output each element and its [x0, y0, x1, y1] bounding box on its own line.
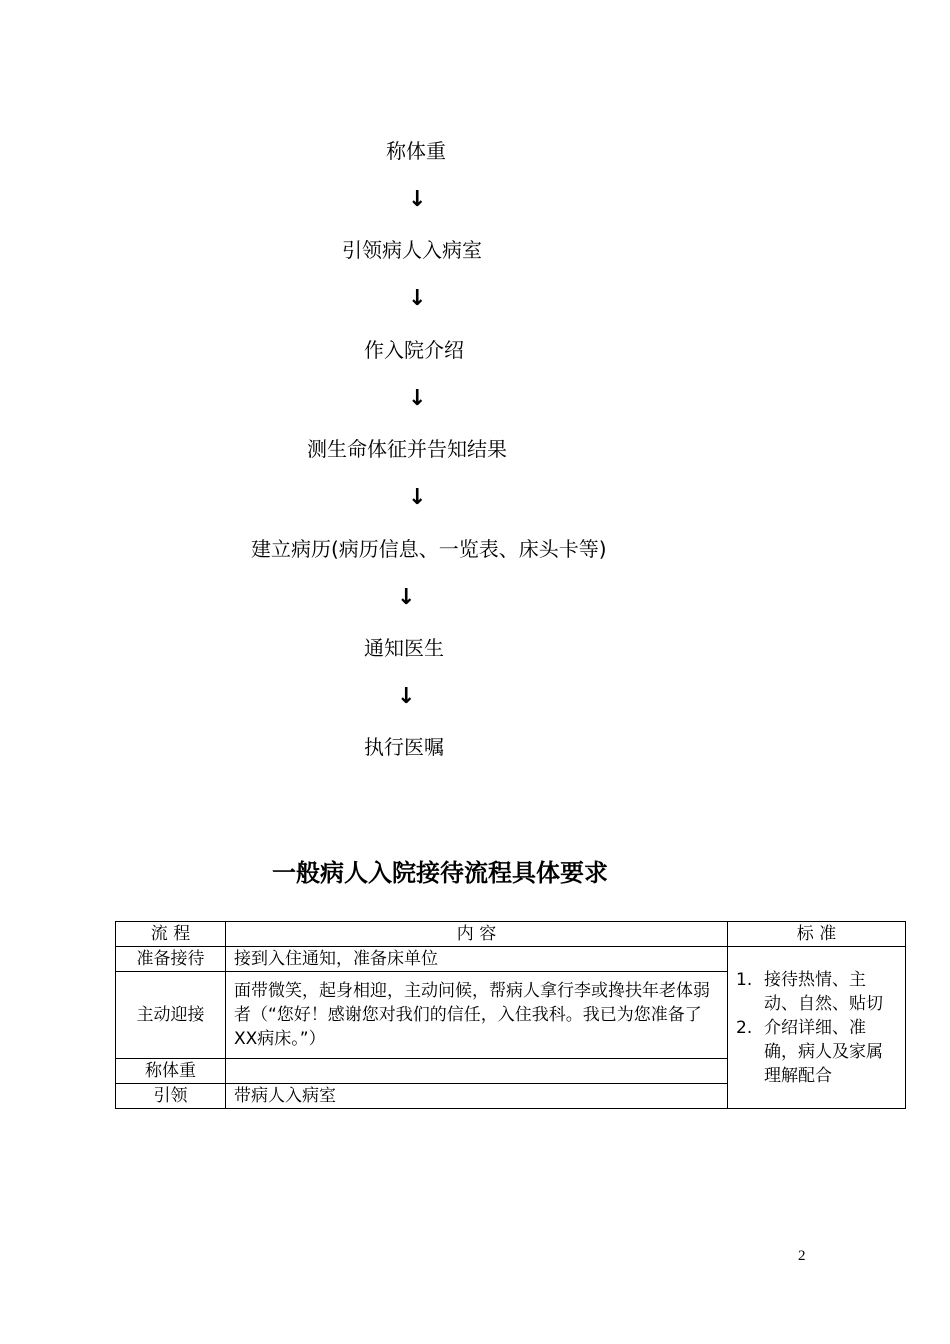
content-cell: 接到入住通知，准备床单位 — [226, 947, 728, 972]
flow-step-vital-signs: 测生命体征并告知结果 — [307, 437, 507, 461]
requirements-table — [115, 921, 906, 1109]
flow-arrow: ↓ — [408, 485, 427, 510]
section-title: 一般病人入院接待流程具体要求 — [272, 859, 608, 887]
flow-step-admission-intro: 作入院介绍 — [364, 338, 464, 362]
header-content: 内 容 — [226, 922, 728, 947]
flow-arrow: ↓ — [397, 684, 416, 709]
flow-arrow: ↓ — [397, 585, 416, 610]
standard-number: 1. — [736, 969, 753, 990]
table-row — [116, 947, 906, 972]
process-cell: 主动迎接 — [116, 972, 226, 1059]
flow-arrow: ↓ — [408, 386, 427, 411]
header-standard: 标 准 — [728, 922, 906, 947]
flow-step-execute-orders: 执行医嘱 — [364, 735, 444, 759]
standard-text: 接待热情、主动、自然、贴切 — [764, 969, 883, 1014]
process-cell: 准备接待 — [116, 947, 226, 972]
standard-text: 介绍详细、准确，病人及家属理解配合 — [764, 1017, 883, 1086]
header-process: 流 程 — [116, 922, 226, 947]
content-cell — [226, 1059, 728, 1084]
flow-step-weigh: 称体重 — [386, 139, 446, 163]
flow-arrow: ↓ — [408, 286, 427, 311]
table-header-row — [116, 922, 906, 947]
flow-arrow: ↓ — [408, 187, 427, 212]
process-cell: 称体重 — [116, 1059, 226, 1084]
content-cell: 带病人入病室 — [226, 1084, 728, 1109]
standard-item — [736, 1016, 897, 1088]
content-cell: 面带微笑，起身相迎，主动问候，帮病人拿行李或搀扶年老体弱者（“您好！感谢您对我们的信任，入住我科。我已为您准备了XX病床。”） — [226, 972, 728, 1059]
standard-cell — [728, 947, 906, 1109]
flow-step-guide-to-ward: 引领病人入病室 — [342, 238, 482, 262]
process-cell: 引领 — [116, 1084, 226, 1109]
standard-number: 2. — [736, 1017, 753, 1038]
flow-step-notify-doctor: 通知医生 — [364, 636, 444, 660]
page-number: 2 — [798, 1248, 806, 1264]
flow-step-medical-record: 建立病历(病历信息、一览表、床头卡等) — [251, 537, 607, 561]
standard-item — [736, 968, 897, 1016]
